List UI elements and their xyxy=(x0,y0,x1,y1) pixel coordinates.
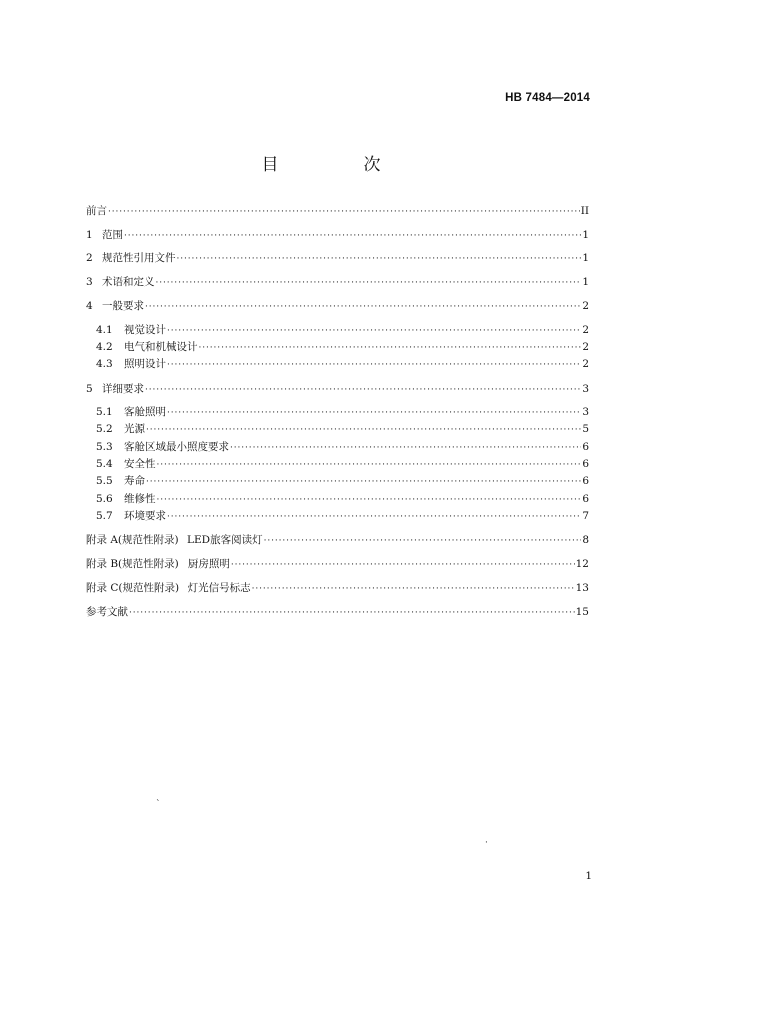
toc-entry-appendix-a[interactable] xyxy=(86,533,589,547)
toc-leader xyxy=(129,605,575,619)
toc-number: 5.6 xyxy=(96,493,113,505)
toc-number: 3 xyxy=(86,276,93,288)
page-title: 目 次 xyxy=(261,155,415,175)
toc-entry-references[interactable] xyxy=(86,605,589,619)
toc-label-title: 厨房照明 xyxy=(187,558,230,570)
toc-leader xyxy=(167,357,581,371)
toc-label: 规范性引用文件 xyxy=(102,252,176,264)
toc-leader xyxy=(145,299,581,313)
toc-leader xyxy=(264,533,582,547)
toc-label: 参考文献 xyxy=(86,606,128,618)
toc-entry-5-5[interactable] xyxy=(96,474,589,488)
toc-number: 4.2 xyxy=(96,341,113,353)
toc-page: 8 xyxy=(582,534,589,546)
toc-label-title: 灯光信号标志 xyxy=(187,582,251,594)
toc-leader xyxy=(124,228,581,242)
toc-entry-5[interactable] xyxy=(86,382,589,396)
toc-leader xyxy=(167,405,581,419)
toc-entry-4-3[interactable] xyxy=(96,357,589,371)
toc-number: 2 xyxy=(86,252,93,264)
toc-leader xyxy=(167,323,581,337)
toc-label: 客舱区域最小照度要求 xyxy=(124,441,229,453)
scan-speck: · xyxy=(485,838,488,848)
toc-label: 客舱照明 xyxy=(124,406,166,418)
toc-label: 前言 xyxy=(86,205,107,217)
toc-entry-2[interactable] xyxy=(86,251,589,265)
toc-entry-4-1[interactable] xyxy=(96,323,589,337)
toc-entry-appendix-c[interactable] xyxy=(86,581,589,595)
toc-number: 4.1 xyxy=(96,324,113,336)
toc-entry-5-7[interactable] xyxy=(96,509,589,523)
toc-page: 1 xyxy=(582,229,589,241)
toc-leader xyxy=(146,422,581,436)
toc-label: 光源 xyxy=(124,423,145,435)
toc-label: 详细要求 xyxy=(102,383,144,395)
toc-page: 1 xyxy=(582,276,589,288)
page-number: 1 xyxy=(585,870,592,882)
toc-label: 附录 B(规范性附录) xyxy=(86,558,179,570)
toc-page: 6 xyxy=(582,441,589,453)
toc-entry-4[interactable] xyxy=(86,299,589,313)
toc-page: 6 xyxy=(582,493,589,505)
toc-number: 4.3 xyxy=(96,358,113,370)
toc-page: 3 xyxy=(582,383,589,395)
toc-leader xyxy=(157,492,582,506)
toc-page: 12 xyxy=(575,558,589,570)
toc-page: 2 xyxy=(582,300,589,312)
toc-leader xyxy=(146,474,581,488)
toc-leader xyxy=(199,340,582,354)
toc-entry-5-6[interactable] xyxy=(96,492,589,506)
toc-label-title: LED旅客阅读灯 xyxy=(187,534,263,546)
toc-label: 安全性 xyxy=(124,458,156,470)
toc-number: 4 xyxy=(86,300,93,312)
toc-leader xyxy=(145,382,581,396)
toc-label: 照明设计 xyxy=(124,358,166,370)
toc-leader xyxy=(177,251,582,265)
toc-label: 寿命 xyxy=(124,475,145,487)
toc-page: II xyxy=(580,205,589,217)
toc-leader xyxy=(252,581,575,595)
toc-label: 范围 xyxy=(102,229,123,241)
toc-label: 术语和定义 xyxy=(102,276,155,288)
scan-speck: ˋ xyxy=(156,800,161,810)
toc-number: 1 xyxy=(86,229,93,241)
toc-number: 5 xyxy=(86,383,93,395)
toc-leader xyxy=(156,275,582,289)
toc-label: 附录 C(规范性附录) xyxy=(86,582,180,594)
toc-leader xyxy=(230,440,581,454)
toc-entry-appendix-b[interactable] xyxy=(86,557,589,571)
standard-code: HB 7484—2014 xyxy=(505,92,590,104)
toc-number: 5.7 xyxy=(96,510,113,522)
toc-label: 一般要求 xyxy=(102,300,144,312)
toc-entry-foreword[interactable] xyxy=(86,204,589,218)
toc-page: 2 xyxy=(582,341,589,353)
toc-label: 附录 A(规范性附录) xyxy=(86,534,179,546)
toc-entry-5-4[interactable] xyxy=(96,457,589,471)
toc-leader xyxy=(231,557,575,571)
toc-entry-5-2[interactable] xyxy=(96,422,589,436)
toc-leader xyxy=(157,457,582,471)
toc-page: 13 xyxy=(575,582,589,594)
toc-number: 5.4 xyxy=(96,458,113,470)
toc-leader xyxy=(167,509,581,523)
toc-entry-1[interactable] xyxy=(86,228,589,242)
toc-page: 6 xyxy=(582,458,589,470)
toc-leader xyxy=(108,204,580,218)
toc-entry-5-1[interactable] xyxy=(96,405,589,419)
toc-page: 5 xyxy=(582,423,589,435)
toc-number: 5.2 xyxy=(96,423,113,435)
toc-page: 6 xyxy=(582,475,589,487)
toc-entry-3[interactable] xyxy=(86,275,589,289)
toc-page: 2 xyxy=(582,358,589,370)
toc-label: 视觉设计 xyxy=(124,324,166,336)
toc-page: 1 xyxy=(582,252,589,264)
toc-label: 环境要求 xyxy=(124,510,166,522)
toc-entry-4-2[interactable] xyxy=(96,340,589,354)
toc-number: 5.1 xyxy=(96,406,113,418)
toc-page: 2 xyxy=(582,324,589,336)
toc-label: 电气和机械设计 xyxy=(124,341,198,353)
toc-number: 5.5 xyxy=(96,475,113,487)
toc-entry-5-3[interactable] xyxy=(96,440,589,454)
toc-page: 3 xyxy=(582,406,589,418)
toc-page: 7 xyxy=(582,510,589,522)
toc-label: 维修性 xyxy=(124,493,156,505)
toc-number: 5.3 xyxy=(96,441,113,453)
toc-page: 15 xyxy=(575,606,589,618)
